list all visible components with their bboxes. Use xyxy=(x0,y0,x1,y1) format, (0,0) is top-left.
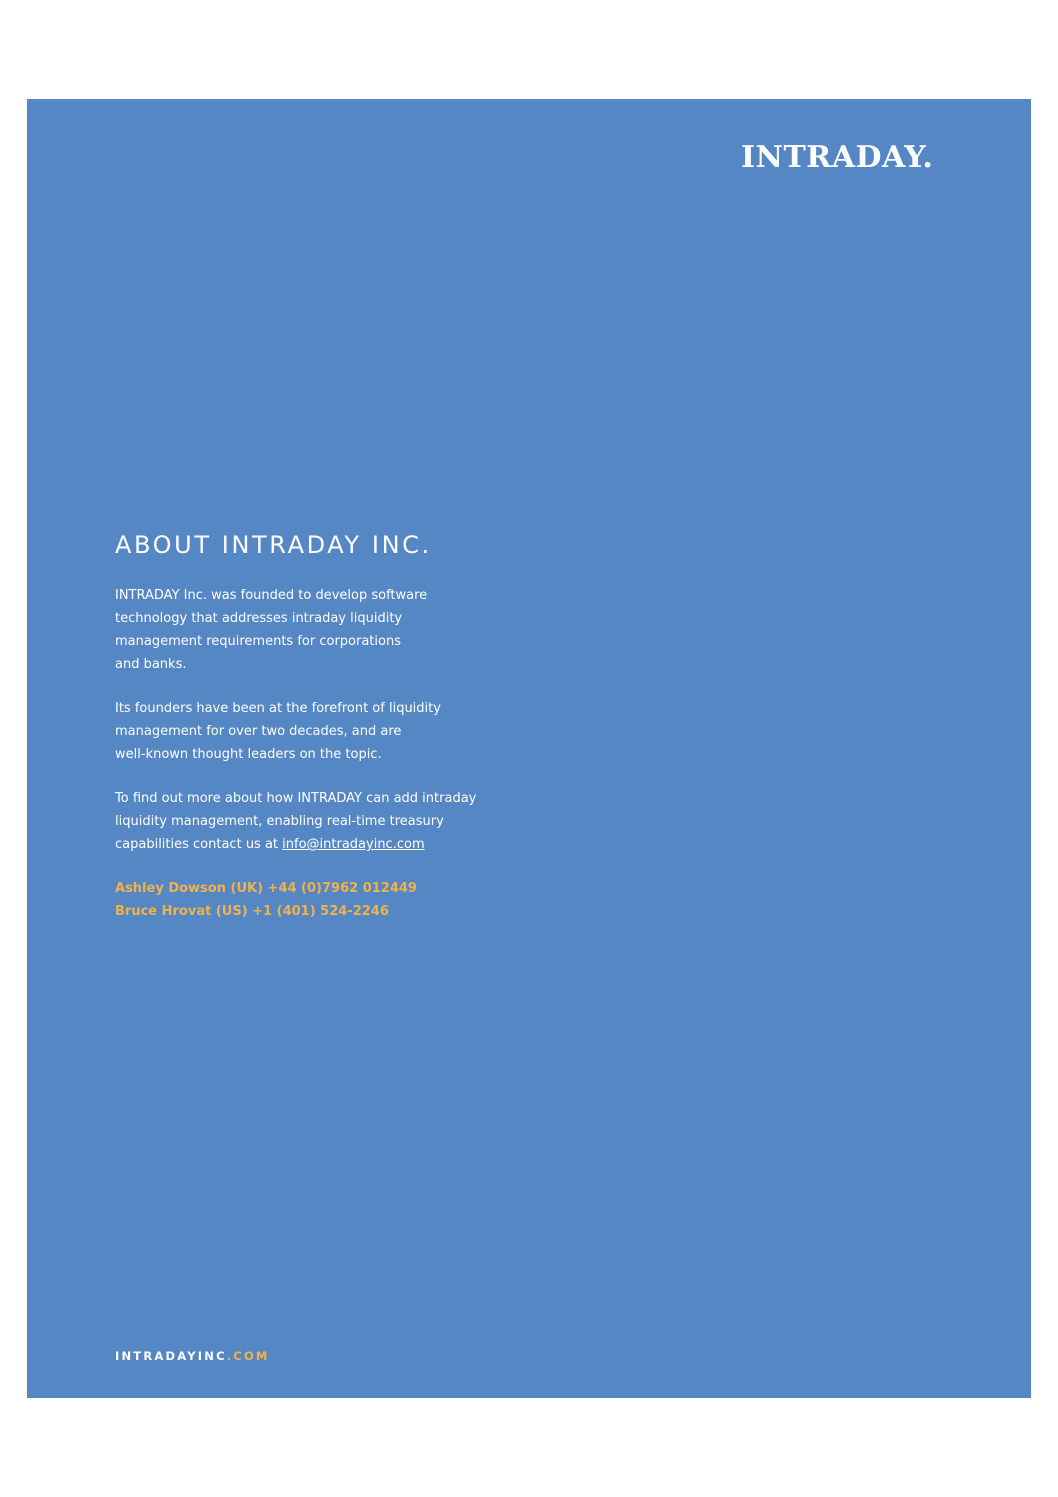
contact-intro-text: To find out more about how INTRADAY can add intraday liquidity management, enabling real-time treasury capabilities contact us at xyxy=(115,791,477,852)
contact-us: Bruce Hrovat (US) +1 (401) 524-2246 xyxy=(115,904,389,919)
footer-url-main: INTRADAYINC xyxy=(115,1349,227,1363)
about-heading: ABOUT INTRADAY INC. xyxy=(115,531,432,559)
intraday-logo: INTRADAY. xyxy=(741,140,934,175)
footer-url-tld: .COM xyxy=(226,1349,270,1363)
about-paragraph-2: Its founders have been at the forefront of liquidity management for over two decades, and are well-known thought leaders on the topic. xyxy=(115,701,441,762)
footer-website-link[interactable] xyxy=(115,1349,270,1363)
about-section xyxy=(115,530,535,923)
about-paragraph-3 xyxy=(115,787,535,856)
email-link[interactable]: info@intradayinc.com xyxy=(282,837,425,852)
contact-list xyxy=(115,877,535,923)
contact-uk: Ashley Dowson (UK) +44 (0)7962 012449 xyxy=(115,881,417,896)
about-paragraph-1: INTRADAY Inc. was founded to develop software technology that addresses intraday liquidity management requirements for corporations and banks. xyxy=(115,588,428,672)
